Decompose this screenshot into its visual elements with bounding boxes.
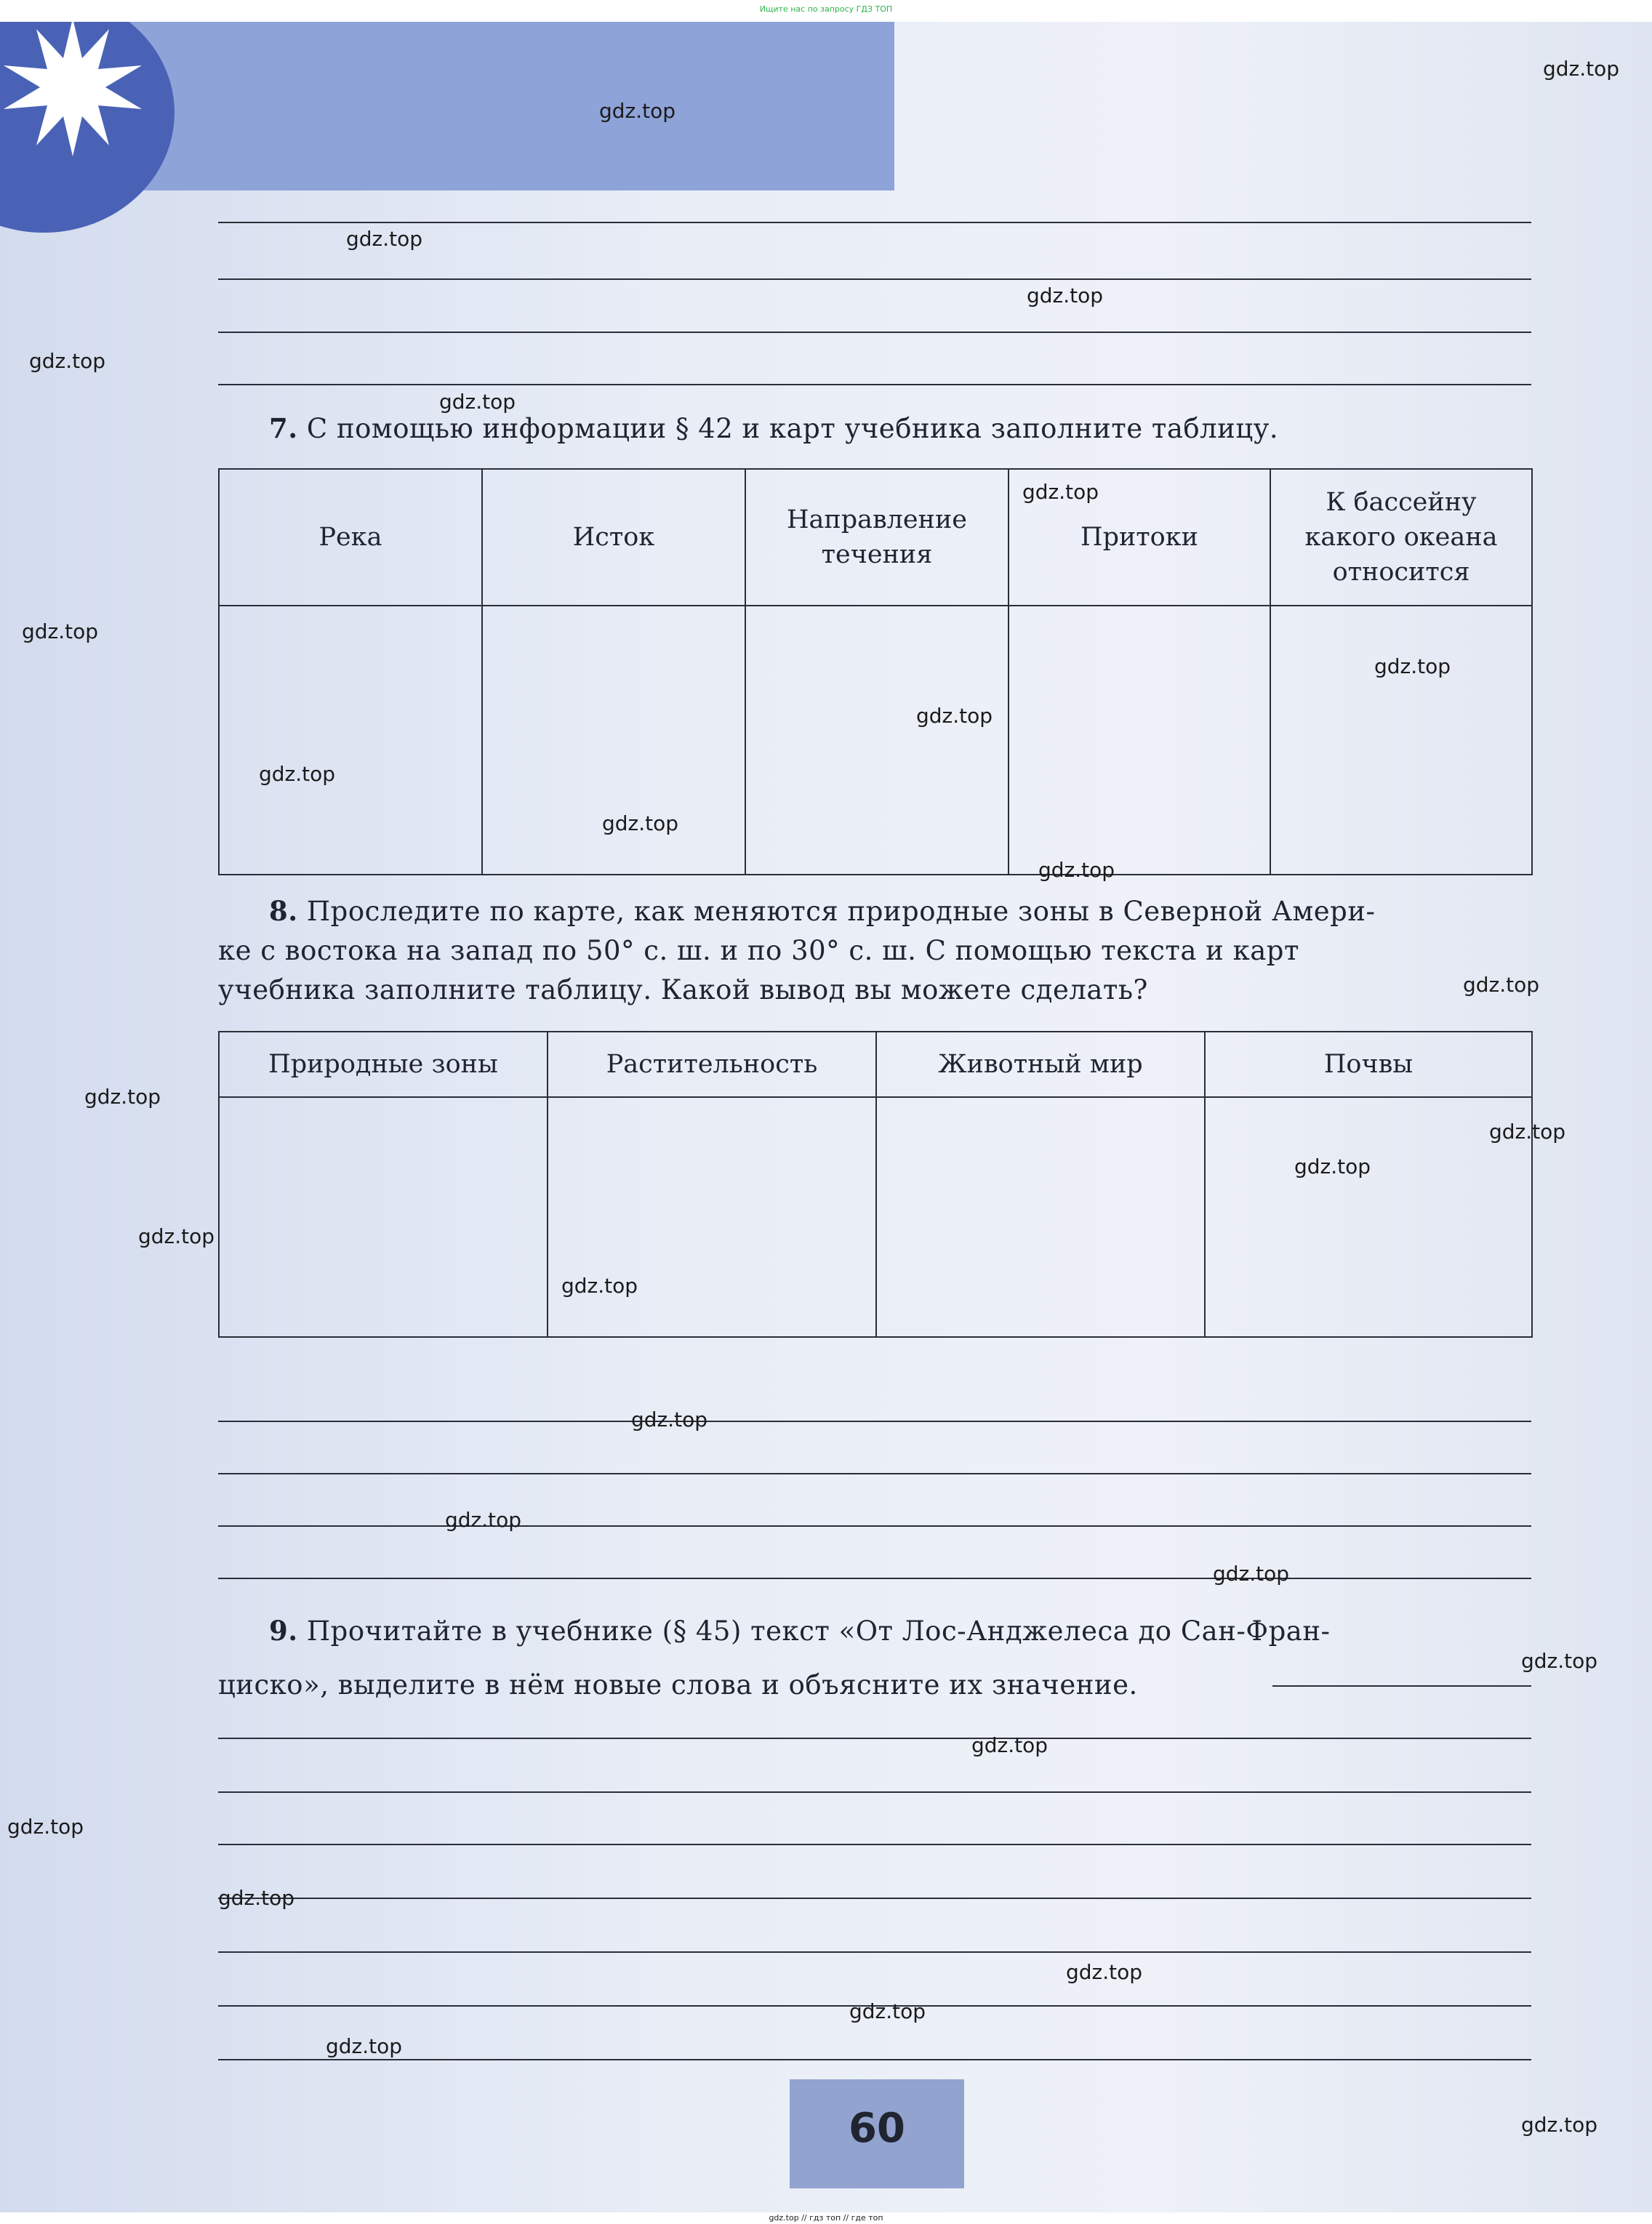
task-7-prompt [269, 409, 1534, 449]
task-9-number: 9. [269, 1615, 298, 1647]
task-9-line-1: Прочитайте в учебнике (§ 45) текст «От Лос-Анджелеса до Сан-Фран- [306, 1615, 1331, 1647]
watermark: gdz.top [138, 1224, 215, 1248]
table-cell[interactable] [548, 1097, 876, 1337]
col-header-river: Река [219, 469, 482, 606]
watermark: gdz.top [29, 349, 106, 373]
task-9-line-2: циско», выделите в нём новые слова и объясните их значение. [218, 1669, 1138, 1701]
answer-line [218, 1791, 1531, 1793]
watermark: gdz.top [602, 811, 679, 835]
watermark: gdz.top [631, 1408, 708, 1432]
watermark: gdz.top [84, 1085, 161, 1109]
task-8-line-2: ке с востока на запад по 50° с. ш. и по 30° с. ш. С помощью текста и карт [218, 935, 1299, 966]
watermark: gdz.top [561, 1274, 638, 1298]
watermark: gdz.top [218, 1886, 295, 1910]
task-8-line-1: Проследите по карте, как меняются природные зоны в Северной Амери- [306, 896, 1376, 927]
col-header-tributaries: Притоки [1009, 469, 1270, 606]
watermark: gdz.top [439, 390, 516, 414]
watermark: gdz.top [849, 1999, 926, 2023]
watermark: gdz.top [1213, 1562, 1290, 1586]
watermark: gdz.top [1463, 973, 1540, 997]
watermark: gdz.top [1294, 1155, 1371, 1179]
header-note: Ищите нас по запросу ГДЗ ТОП [759, 4, 893, 14]
col-header-flow-direction: Направление течения [745, 469, 1009, 606]
table-cell[interactable] [219, 606, 482, 875]
answer-line [218, 1898, 1531, 1899]
task-8-line-3: учебника заполните таблицу. Какой вывод вы можете сделать? [218, 974, 1148, 1005]
watermark: gdz.top [326, 2034, 403, 2058]
watermark: gdz.top [7, 1815, 84, 1839]
watermark: gdz.top [1038, 858, 1115, 882]
answer-line [218, 384, 1531, 385]
table-cell[interactable] [219, 1097, 548, 1337]
star-icon [0, 15, 145, 160]
answer-line [218, 1738, 1531, 1739]
watermark: gdz.top [346, 227, 423, 251]
watermark: gdz.top [1374, 654, 1451, 678]
answer-line [218, 1421, 1531, 1422]
watermark: gdz.top [259, 762, 336, 786]
watermark: gdz.top [1022, 480, 1099, 504]
watermark: gdz.top [916, 704, 993, 728]
answer-line [218, 1951, 1531, 1953]
answer-line [218, 2059, 1531, 2060]
watermark: gdz.top [599, 99, 676, 123]
watermark: gdz.top [1489, 1120, 1566, 1144]
watermark: gdz.top [1027, 284, 1104, 308]
natural-zones-table [218, 1031, 1533, 1338]
task-7-text: С помощью информации § 42 и карт учебника заполните таблицу. [306, 413, 1279, 444]
rivers-table [218, 468, 1533, 875]
table-cell[interactable] [1009, 606, 1270, 875]
watermark: gdz.top [1521, 1649, 1598, 1673]
watermark: gdz.top [1521, 2113, 1598, 2137]
answer-line [218, 1525, 1531, 1527]
page-number: 60 [849, 2105, 905, 2152]
answer-line [218, 278, 1531, 280]
answer-line [218, 1578, 1531, 1579]
answer-line [1272, 1685, 1531, 1687]
col-header-wildlife: Животный мир [876, 1032, 1205, 1097]
task-7-number: 7. [269, 412, 298, 444]
footer-note: gdz.top // гдз топ // где топ [769, 2213, 883, 2223]
col-header-ocean-basin: К бассейну какого океана относится [1270, 469, 1532, 606]
col-header-soils: Почвы [1205, 1032, 1532, 1097]
watermark: gdz.top [1066, 1960, 1143, 1984]
watermark: gdz.top [1543, 57, 1620, 81]
watermark: gdz.top [445, 1508, 522, 1532]
col-header-natural-zones: Природные зоны [219, 1032, 548, 1097]
col-header-vegetation: Растительность [548, 1032, 876, 1097]
answer-line [218, 1473, 1531, 1474]
watermark: gdz.top [971, 1733, 1048, 1757]
table-cell[interactable] [745, 606, 1009, 875]
col-header-source: Исток [482, 469, 745, 606]
watermark: gdz.top [22, 619, 99, 643]
answer-line [218, 222, 1531, 223]
table-cell[interactable] [1270, 606, 1532, 875]
table-cell[interactable] [876, 1097, 1205, 1337]
table-cell[interactable] [1205, 1097, 1532, 1337]
answer-line [218, 332, 1531, 333]
task-8-number: 8. [269, 895, 298, 927]
task-8-prompt [218, 891, 1531, 1010]
task-9-prompt [218, 1604, 1531, 1712]
answer-line [218, 1844, 1531, 1845]
